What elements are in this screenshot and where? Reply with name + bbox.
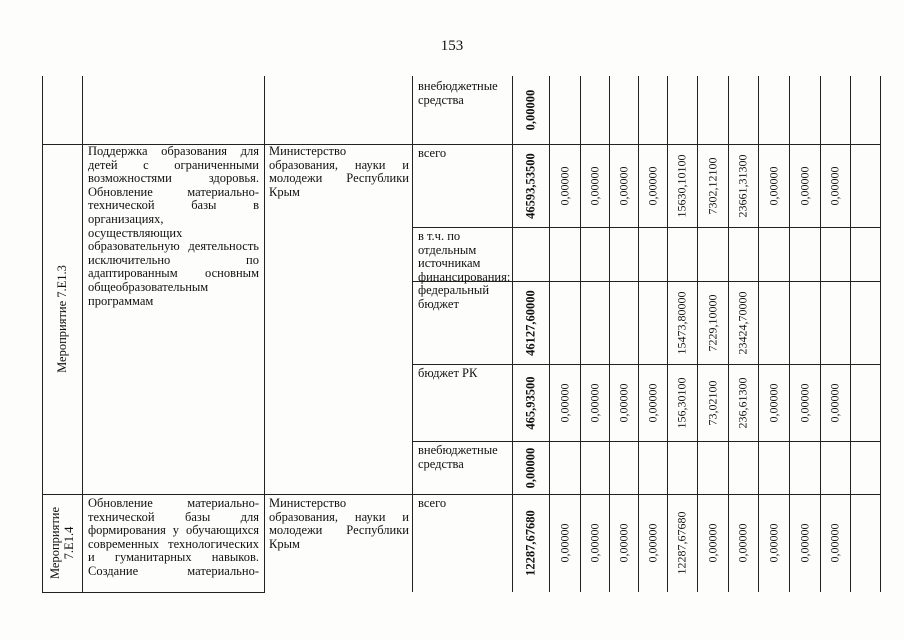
year-value-cell [638,364,667,441]
year-value-cell [580,144,609,227]
cell-value: 0,00000 [827,166,842,205]
executor-line: образования, науки и [269,157,409,172]
cell-value: 12287,67680 [523,510,537,576]
executor [269,145,409,199]
executor-line: молодежи Республики [269,171,409,186]
row-divider [42,592,265,593]
page-number: 153 [440,38,464,54]
cell-value: 0,00000 [766,523,780,563]
cell-value: 0,00000 [523,447,537,488]
year-value-cell [697,144,728,227]
description-line: Поддержка образования для [88,144,259,158]
cell-value: 23424,70000 [735,291,750,354]
executor-line: Министерство [269,144,347,158]
year-value-cell [667,144,697,227]
description-line: технической базы в [88,198,259,213]
description-line: образовательную деятельность [88,239,259,254]
year-value-cell [549,364,580,441]
description-line: современных технологических [88,536,259,551]
description-line: возможностями здоровья. [88,171,259,186]
total-cell [512,144,549,227]
column-divider [42,76,43,592]
year-value-cell [638,494,667,592]
source-label: бюджет РК [418,366,478,380]
cell-value: 0,00000 [766,383,780,422]
cell-value: 0,00000 [587,383,601,422]
cell-value: 0,00000 [645,166,659,205]
source-label: в т.ч. по отдельным источникам финансирования: [418,229,511,284]
cell-value: 0,00000 [705,523,719,563]
cell-value: 0,00000 [616,523,630,563]
cell-value: 0,00000 [735,523,750,563]
column-divider [850,76,851,592]
year-value-cell [609,364,638,441]
cell-value: 0,00000 [766,166,780,205]
source-label: внебюджетные средства [418,79,498,107]
year-value-cell [580,494,609,592]
description-line: Обновление материально- [88,184,259,199]
cell-value: 0,00000 [645,523,659,563]
cell-value: 0,00000 [557,166,571,205]
cell-value: 15630,10100 [674,154,689,217]
total-cell [512,364,549,441]
description-line: формирования у обучающихся [88,523,259,538]
cell-value: 0,00000 [616,166,630,205]
year-value-cell [789,364,820,441]
source-label: всего [418,146,447,160]
cell-value: 0,00000 [587,523,601,563]
year-value-cell [609,144,638,227]
total-cell [512,281,549,364]
executor [269,497,409,551]
cell-value: 12287,67680 [674,511,689,575]
cell-value: 236,61300 [735,377,750,428]
year-value-cell [820,144,850,227]
cell-value: 465,93500 [523,375,537,430]
cell-value: 0,00000 [797,166,811,205]
year-value-cell [667,281,697,364]
cell-value: 0,00000 [797,523,811,563]
cell-value: 7229,10000 [705,294,719,351]
year-value-cell [789,494,820,592]
column-divider [82,76,83,592]
executor-line: Крым [269,184,300,199]
cell-value: 0,00000 [645,383,659,422]
year-value-cell [820,494,850,592]
cell-value: 73,02100 [705,380,719,425]
cell-value: 46127,60000 [523,289,537,356]
measure-label [48,507,76,579]
cell-value: 0,00000 [557,383,571,422]
year-value-cell [728,144,758,227]
cell-value: 46593,53500 [523,152,537,219]
year-value-cell [667,364,697,441]
year-value-cell [549,144,580,227]
row-divider [412,441,881,442]
executor-line: Крым [269,536,300,551]
description-line: и гуманитарных навыков. [88,550,259,565]
description-line: технической базы для [88,509,259,524]
measure-label: Мероприятие 7.Е1.3 [55,265,69,373]
source-label: внебюджетные средства [418,443,498,471]
year-value-cell [728,364,758,441]
year-value-cell [667,494,697,592]
description-line: общеобразовательным [88,279,209,294]
cell-value: 0,00000 [827,523,842,563]
year-value-cell [638,144,667,227]
year-value-cell [758,494,789,592]
year-value-cell [728,281,758,364]
measure-description [88,145,259,308]
total-cell [512,441,549,494]
year-value-cell [758,364,789,441]
year-value-cell [549,494,580,592]
measure-label-line: 7.Е1.4 [62,526,76,560]
year-value-cell [728,494,758,592]
cell-value: 15473,80000 [674,291,689,354]
description-line: программам [88,293,154,308]
description-line: исключительно по [88,252,259,267]
executor-line: Министерство [269,496,347,510]
total-cell [512,494,549,592]
description-line: детей с ограниченными [88,157,259,172]
year-value-cell [820,364,850,441]
description-line: Обновление материально- [88,496,259,510]
year-value-cell [609,494,638,592]
cell-value: 0,00000 [616,383,630,422]
cell-value: 0,00000 [587,166,601,205]
executor-line: образования, науки и [269,509,409,524]
year-value-cell [789,144,820,227]
measure-label-line: Мероприятие [48,506,62,580]
description-line: организациях, [88,211,164,226]
cell-value: 156,30100 [674,377,689,428]
cell-value: 7302,12100 [705,157,719,214]
column-divider [412,76,413,592]
column-divider [880,76,881,592]
year-value-cell [697,281,728,364]
year-value-cell [580,364,609,441]
cell-value: 0,00000 [523,89,537,131]
cell-value: 0,00000 [797,383,811,422]
column-divider [264,76,265,592]
cell-value: 0,00000 [827,383,842,422]
source-label: федеральный бюджет [418,283,490,311]
description-line: Создание материально- [88,563,259,578]
cell-value: 23661,31300 [735,154,750,217]
year-value-cell [697,494,728,592]
description-line: адаптированным основным [88,266,259,281]
total-cell [512,76,549,144]
source-label: всего [418,496,447,510]
executor-line: молодежи Республики [269,523,409,538]
measure-description [88,497,259,579]
year-value-cell [697,364,728,441]
year-value-cell [758,144,789,227]
row-divider [412,227,881,228]
cell-value: 0,00000 [557,523,571,563]
description-line: осуществляющих [88,225,183,240]
